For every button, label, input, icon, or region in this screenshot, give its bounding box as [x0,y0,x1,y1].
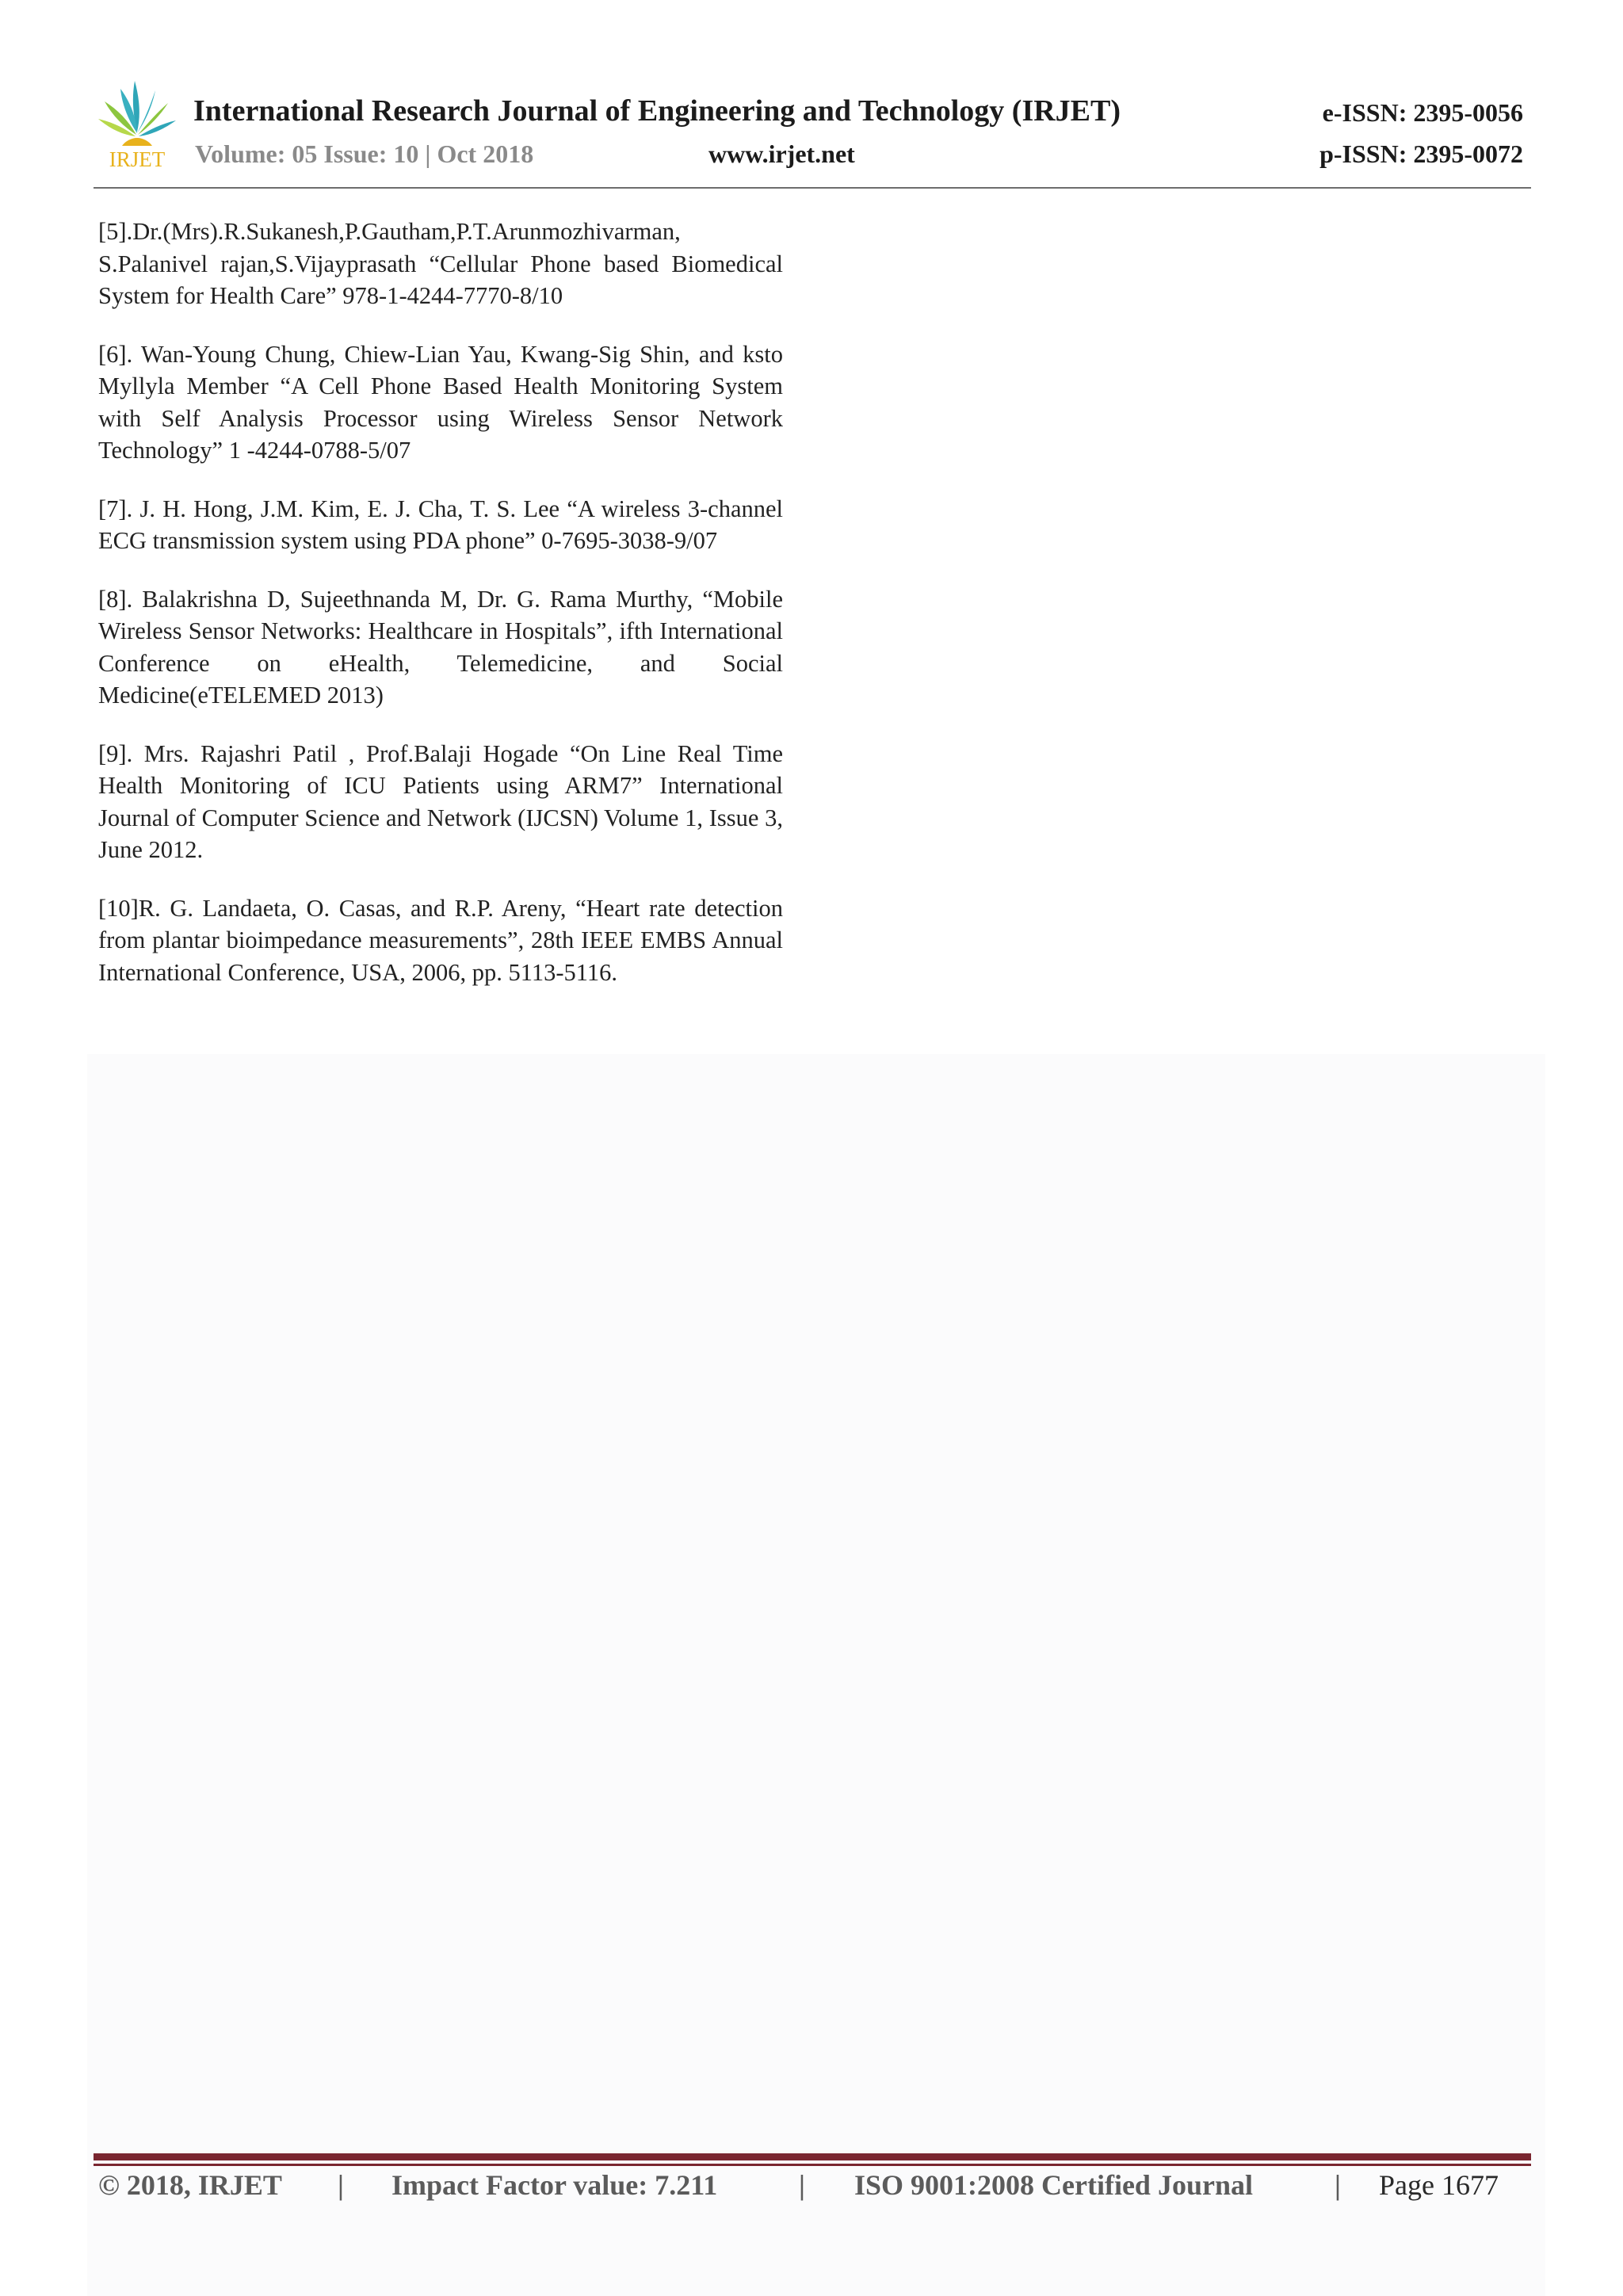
footer-impact-factor: Impact Factor value: 7.211 [391,2169,718,2201]
logo-leaves-icon [98,81,176,146]
reference-7: [7]. J. H. Hong, J.M. Kim, E. J. Cha, T. S. Lee “A wireless 3-channel ECG transmission system using PDA phone” 0-7695-3038-9/07 [98,495,783,554]
reference-5: [5].Dr.(Mrs).R.Sukanesh,P.Gautham,P.T.Arunmozhivarman, S.Palanivel rajan,S.Vijayprasath “Cellular Phone based Biomedical System for Health Care” 978-1-4244-7770-8/10 [98,218,783,309]
footer-divider-thin [94,2164,1531,2166]
footer-copyright: © 2018, IRJET [98,2169,282,2201]
header-divider [94,187,1531,189]
p-issn: p-ISSN: 2395-0072 [1319,139,1523,168]
reference-8: [8]. Balakrishna D, Sujeethnanda M, Dr. G. Rama Murthy, “Mobile Wireless Sensor Networks: Healthcare in Hospitals”, ifth International Conference on eHealth, Telemedicine, and Social Medicine(eTELEMED 2013) [98,585,783,709]
irjet-logo [94,76,181,173]
footer-separator: | [338,2169,344,2201]
page-footer [98,2168,1525,2219]
footer-separator: | [1335,2169,1341,2201]
volume-info: Volume: 05 Issue: 10 | Oct 2018 [195,139,534,168]
references-list [98,216,783,1014]
journal-website: www.irjet.net [708,139,855,168]
page-background [87,1054,1545,2296]
page-header [0,0,1623,190]
reference-10: [10]R. G. Landaeta, O. Casas, and R.P. Areny, “Heart rate detection from plantar bioimpedance measurements”, 28th IEEE EMBS Annual International Conference, USA, 2006, pp. 5113-5116. [98,894,783,986]
footer-divider-thick [94,2153,1531,2160]
footer-separator: | [799,2169,805,2201]
e-issn: e-ISSN: 2395-0056 [1322,98,1523,127]
journal-title: International Research Journal of Engineering and Technology (IRJET) [193,94,1121,128]
reference-9: [9]. Mrs. Rajashri Patil , Prof.Balaji Hogade “On Line Real Time Health Monitoring of ICU Patients using ARM7” International Journal of Computer Science and Network (IJCSN) Volume 1, Issue 3, June 2012. [98,739,783,863]
footer-page-number: Page 1677 [1379,2169,1499,2201]
footer-iso-certification: ISO 9001:2008 Certified Journal [854,2169,1253,2201]
reference-6: [6]. Wan-Young Chung, Chiew-Lian Yau, Kwang-Sig Shin, and ksto Myllyla Member “A Cell Phone Based Health Monitoring System with Self Analysis Processor using Wireless Sensor Network Technology” 1 -4244-0788-5/07 [98,340,783,464]
logo-text: IRJET [109,147,166,171]
